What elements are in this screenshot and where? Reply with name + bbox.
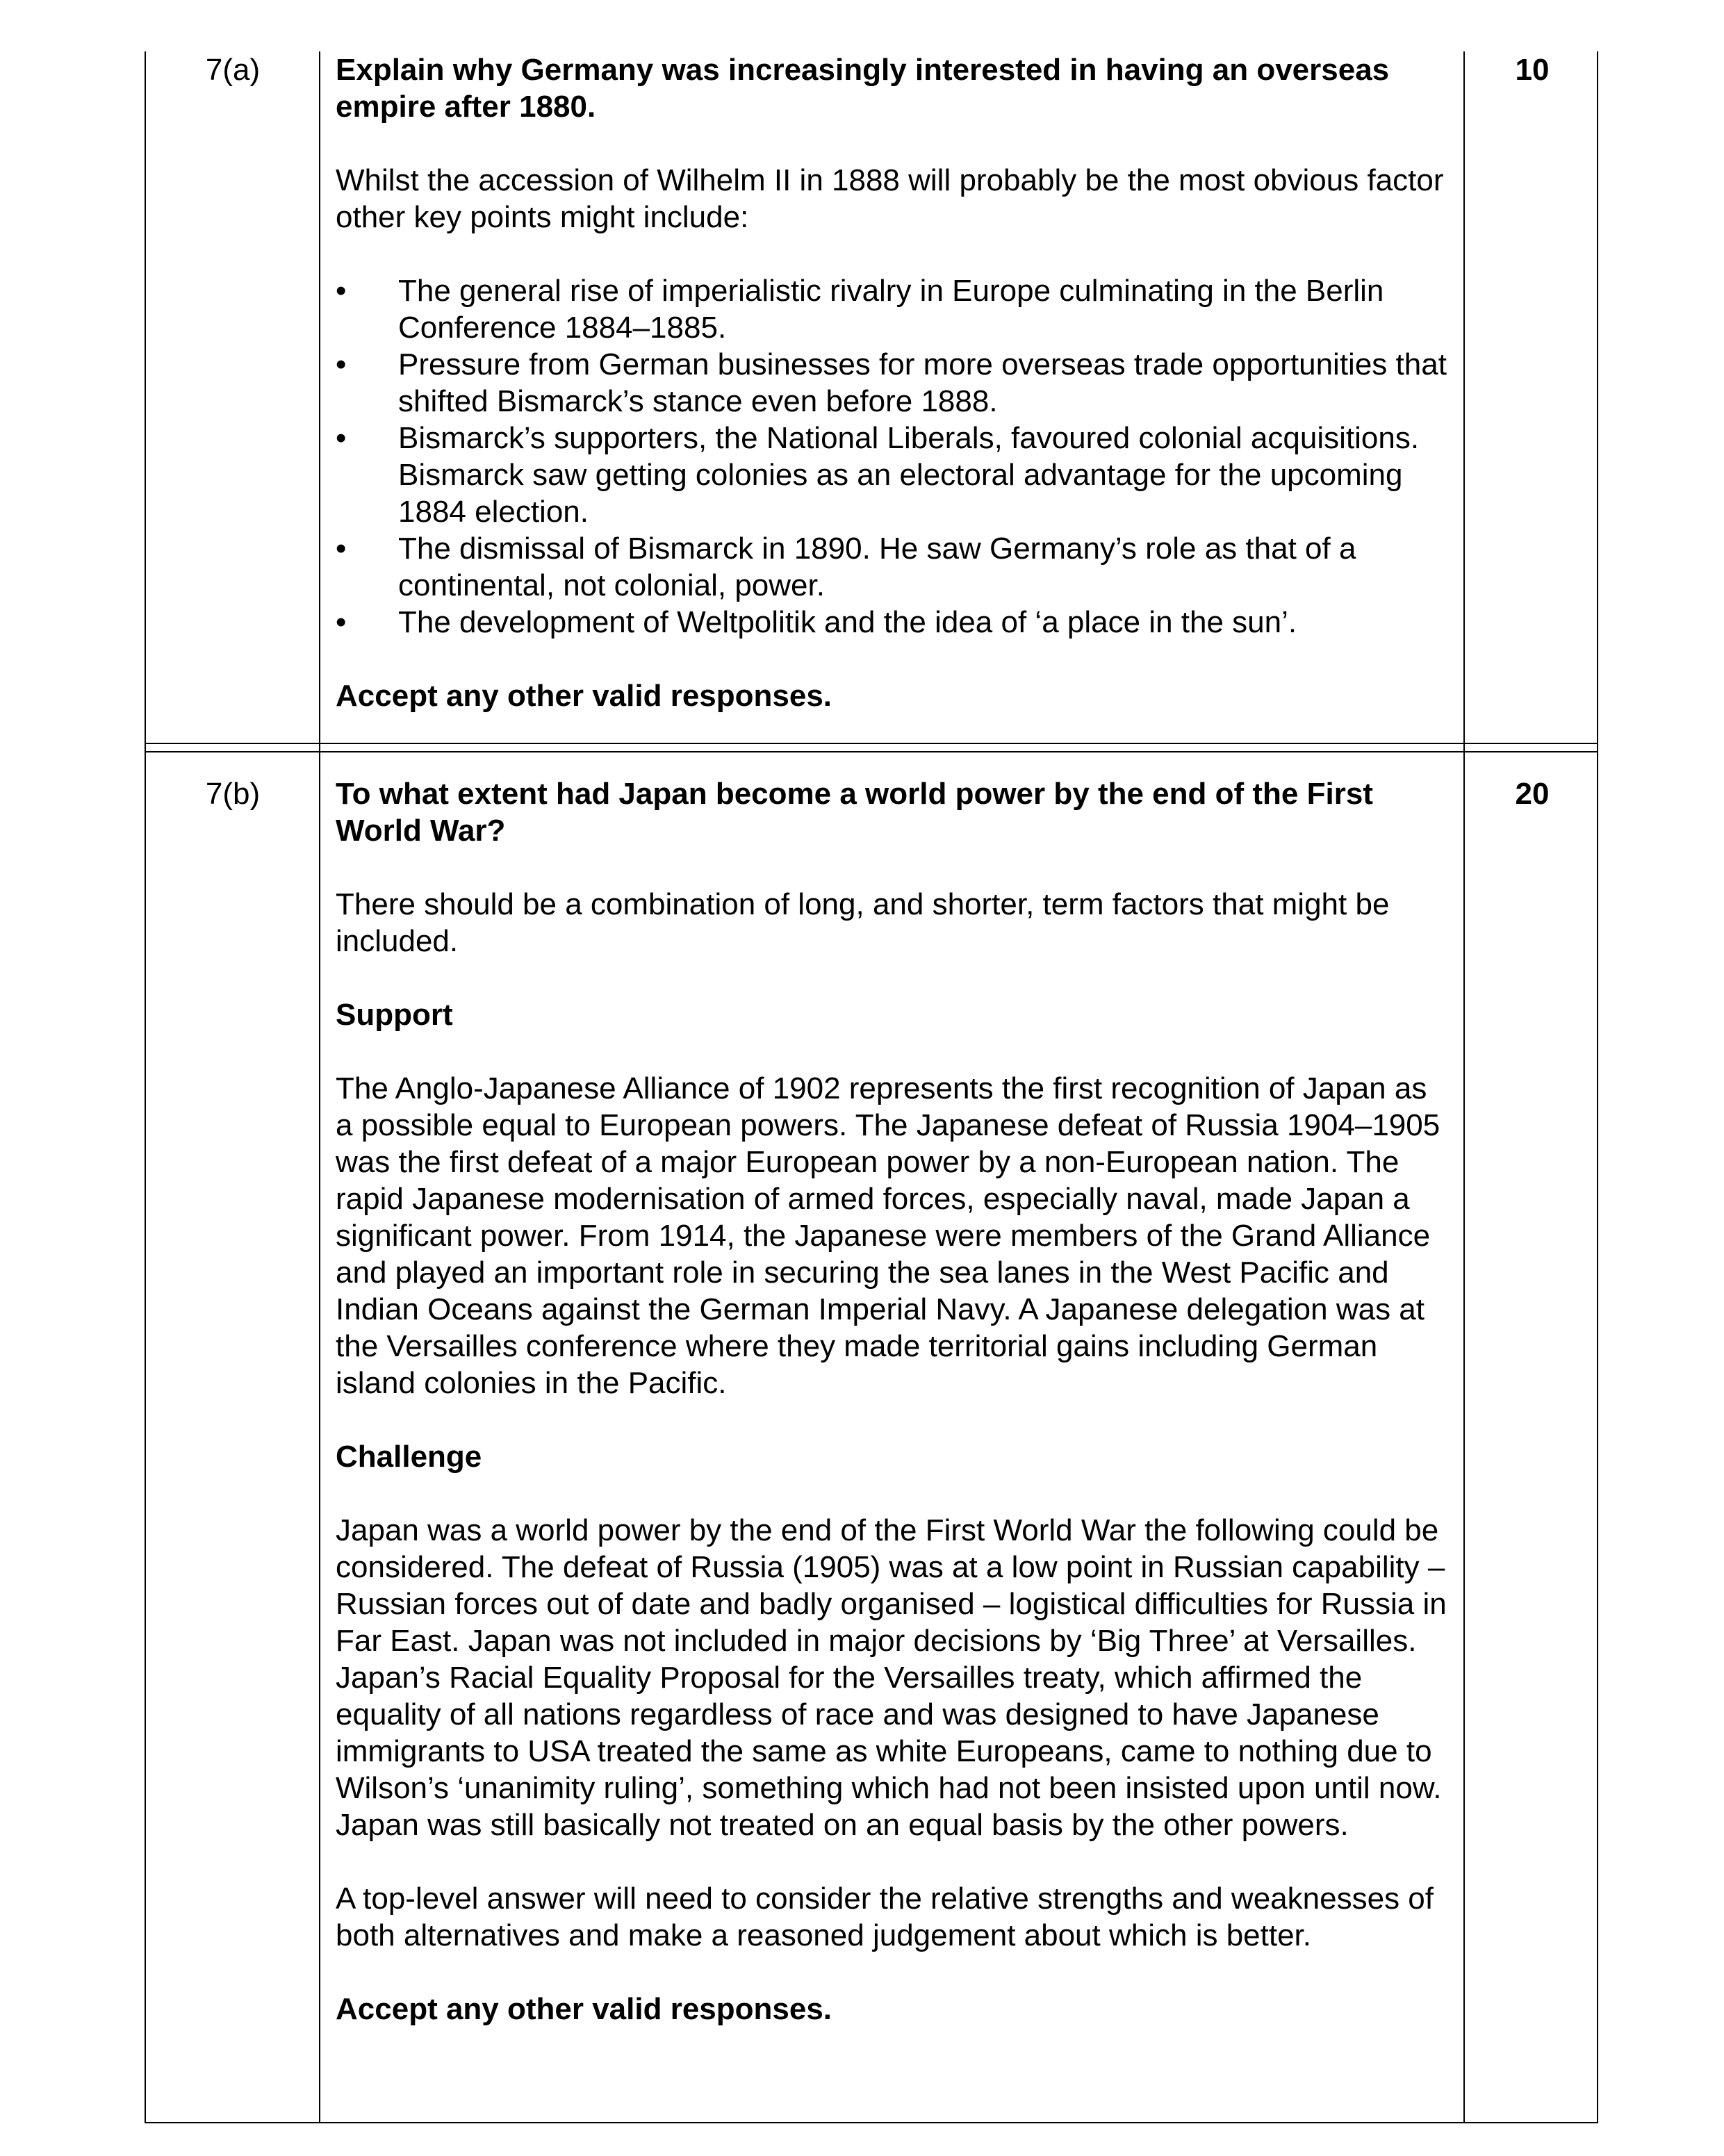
answer-intro: There should be a combination of long, and shorter, term factors that might be included. bbox=[336, 887, 1390, 958]
bullet-icon: • bbox=[336, 605, 347, 639]
question-text: To what extent had Japan become a world power by the end of the First World War? bbox=[336, 777, 1373, 848]
support-text: The Anglo-Japanese Alliance of 1902 represents the first recognition of Japan as a possible equal to European powers. The Japanese defeat of Russia 1904–1905 was the first defeat of a major European power by a non-European nation. The rapid Japanese modernisation of armed forces, especially naval, made Japan a significant power. From 1914, the Japanese were members of the Grand Alliance and played an important role in securing the sea lanes in the West Pacific and Indian Oceans against the German Imperial Navy. A Japanese delegation was at the Versailles conference where they made territorial gains including German island colonies in the Pacific. bbox=[336, 1071, 1440, 1400]
closing-note: Accept any other valid responses. bbox=[336, 1992, 832, 2026]
row-separator-top bbox=[145, 743, 1598, 744]
table-left-border bbox=[145, 51, 146, 2123]
table-column-divider-1 bbox=[319, 51, 320, 2123]
list-item bbox=[336, 604, 1447, 641]
bullet-icon: • bbox=[336, 274, 347, 308]
question-text: Explain why Germany was increasingly interested in having an overseas empire after 1880. bbox=[336, 53, 1390, 124]
closing-note: Accept any other valid responses. bbox=[336, 679, 832, 713]
top-level-answer-text: A top-level answer will need to consider the relative strengths and weaknesses of both alternatives and make a reasoned judgement about which is better. bbox=[336, 1882, 1434, 1952]
answer-block-7b bbox=[336, 775, 1447, 2027]
challenge-heading: Challenge bbox=[336, 1440, 482, 1474]
challenge-text: Japan was a world power by the end of the First World War the following could be considered. The defeat of Russia (1905) was at a low point in Russian capability – Russian forces out of date and badly organised – logistical difficulties for Russia in Far East. Japan was not included in major decisions by ‘Big Three’ at Versailles. Japan’s Racial Equality Proposal for the Versailles treaty, which affirmed the equality of all nations regardless of race and was designed to have Japanese immigrants to USA treated the same as white Europeans, came to nothing due to Wilson’s ‘unanimity ruling’, something which had not been insisted upon until now. Japan was still basically not treated on an equal basis by the other powers. bbox=[336, 1513, 1447, 1842]
list-item bbox=[336, 346, 1447, 420]
list-item-text: Pressure from German businesses for more overseas trade opportunities that shifted Bismarck’s stance even before 1888. bbox=[398, 347, 1447, 418]
question-number: 7(a) bbox=[205, 53, 261, 87]
list-item-text: Bismarck’s supporters, the National Liberals, favoured colonial acquisitions. Bismarck saw getting colonies as an electoral advantage for the upcoming 1884 election. bbox=[398, 421, 1420, 529]
list-item-text: The general rise of imperialistic rivalry in Europe culminating in the Berlin Conference 1884–1885. bbox=[398, 274, 1384, 345]
list-item bbox=[336, 530, 1447, 604]
bullet-icon: • bbox=[336, 532, 347, 566]
table-column-divider-2 bbox=[1463, 51, 1465, 2123]
bullet-icon: • bbox=[336, 421, 347, 455]
answer-intro: Whilst the accession of Wilhelm II in 1888 will probably be the most obvious factor other key points might include: bbox=[336, 163, 1444, 234]
bullet-icon: • bbox=[336, 347, 347, 381]
question-marks: 10 bbox=[1515, 53, 1550, 87]
list-item bbox=[336, 420, 1447, 530]
question-number: 7(b) bbox=[205, 777, 261, 811]
table-bottom-border bbox=[145, 2122, 1598, 2123]
list-item-text: The dismissal of Bismarck in 1890. He saw Germany’s role as that of a continental, not colonial, power. bbox=[398, 532, 1356, 602]
answer-block-7a bbox=[336, 51, 1447, 714]
key-points-list bbox=[336, 272, 1447, 641]
table-right-border bbox=[1597, 51, 1598, 2123]
support-heading: Support bbox=[336, 998, 453, 1032]
list-item bbox=[336, 272, 1447, 346]
list-item-text: The development of Weltpolitik and the idea of ‘a place in the sun’. bbox=[398, 605, 1297, 639]
question-marks: 20 bbox=[1515, 777, 1550, 811]
row-separator-bottom bbox=[145, 751, 1598, 752]
